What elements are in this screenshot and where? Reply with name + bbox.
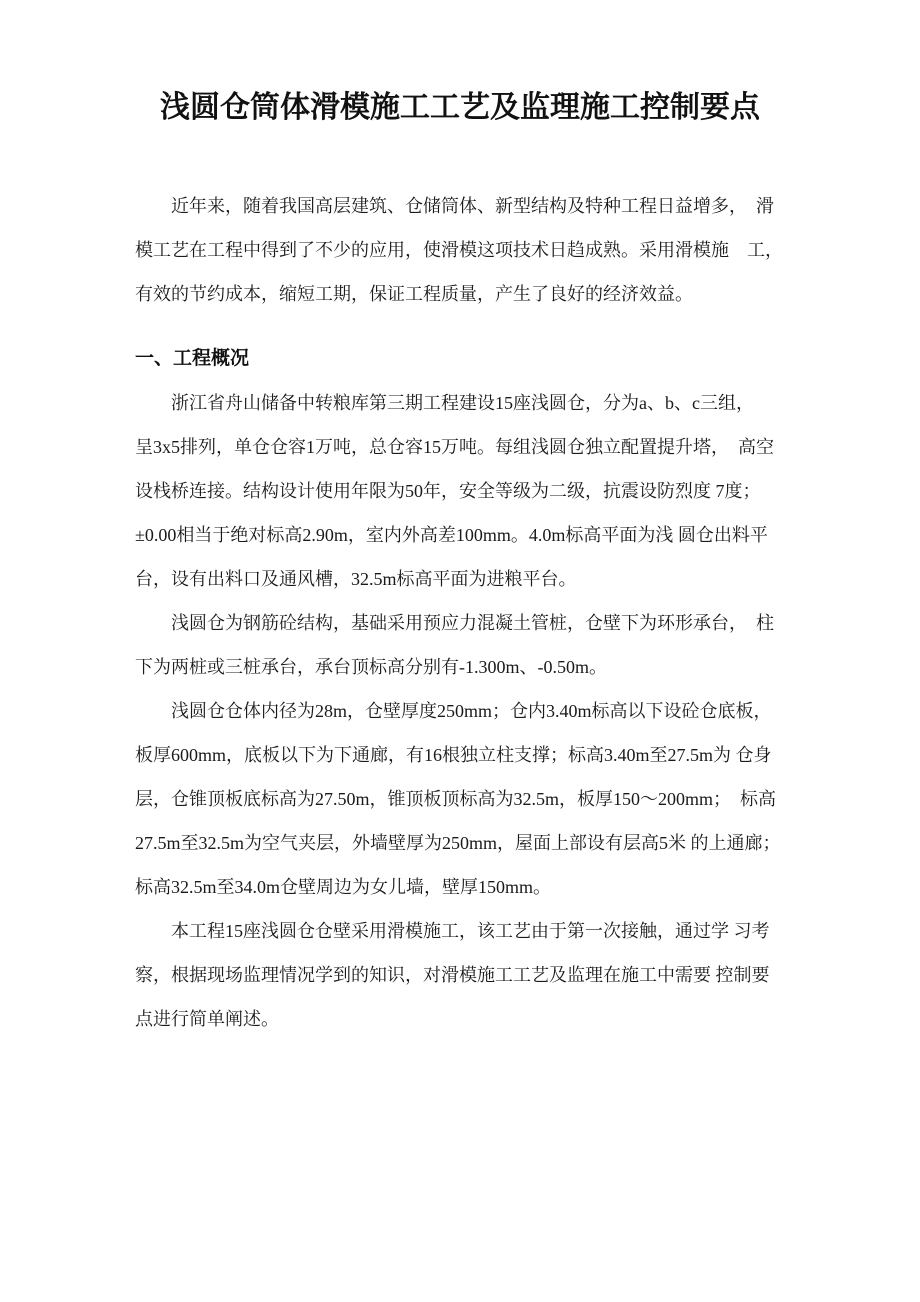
text-line: 浅圆仓为钢筋砼结构，基础采用预应力混凝土管桩，仓壁下为环形承台， 柱 <box>171 613 774 633</box>
text-line: 本工程15座浅圆仓仓壁采用滑模施工，该工艺由于第一次接触，通过学 习考 <box>171 921 770 941</box>
text-line: 台，设有出料口及通风槽，32.5m标高平面为进粮平台。 <box>135 569 577 589</box>
paragraph-project-scale <box>135 381 795 601</box>
document-body <box>0 184 920 1041</box>
text-line: 浅圆仓仓体内径为28m，仓壁厚度250mm；仓内3.40m标高以下设砼仓底板， <box>171 701 772 721</box>
text-line: 层，仓锥顶板底标高为27.50m，锥顶板顶标高为32.5m，板厚150〜200mm； 标高 <box>135 789 777 809</box>
text-line: ±0.00相当于绝对标高2.90m，室内外高差100mm。4.0m标高平面为浅 圆仓出料平 <box>135 525 768 545</box>
section-heading-project-overview: 一、工程概况 <box>135 348 250 369</box>
text-line: 点进行简单阐述。 <box>135 1009 279 1029</box>
text-line: 模工艺在工程中得到了不少的应用，使滑模这项技术日趋成熟。采用滑模施 工， <box>135 240 783 260</box>
text-line: 近年来，随着我国高层建筑、仓储筒体、新型结构及特种工程日益增多， 滑 <box>171 196 774 216</box>
text-line: 浙江省舟山储备中转粮库第三期工程建设15座浅圆仓，分为a、b、c三组， <box>171 393 754 413</box>
document-title: 浅圆仓筒体滑模施工工艺及监理施工控制要点 <box>160 91 760 124</box>
paragraph-structure-foundation <box>135 601 795 689</box>
text-line: 有效的节约成本，缩短工期，保证工程质量，产生了良好的经济效益。 <box>135 284 693 304</box>
text-line: 标高32.5m至34.0m仓壁周边为女儿墙，壁厚150mm。 <box>135 877 552 897</box>
text-line: 下为两桩或三桩承台，承台顶标高分别有-1.300m、-0.50m。 <box>135 657 607 677</box>
intro-paragraph <box>135 184 795 316</box>
paragraph-slipform-summary <box>135 909 795 1041</box>
text-line: 27.5m至32.5m为空气夹层，外墙壁厚为250mm，屋面上部设有层高5米 的上通廊； <box>135 833 781 853</box>
paragraph-silo-dimensions <box>135 689 795 909</box>
text-line: 呈3x5排列，单仓仓容1万吨，总仓容15万吨。每组浅圆仓独立配置提升塔， 高空 <box>135 437 774 457</box>
text-line: 察，根据现场监理情况学到的知识，对滑模施工工艺及监理在施工中需要 控制要 <box>135 965 770 985</box>
text-line: 设栈桥连接。结构设计使用年限为50年，安全等级为二级，抗震设防烈度 7度； <box>135 481 761 501</box>
text-line: 板厚600mm，底板以下为下通廊，有16根独立柱支撑；标高3.40m至27.5m为 仓身 <box>135 745 772 765</box>
